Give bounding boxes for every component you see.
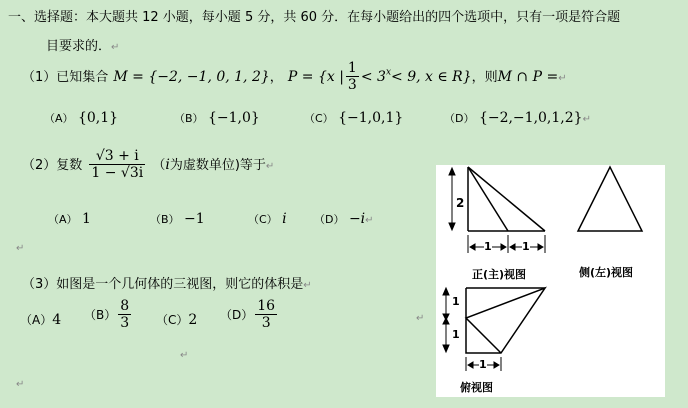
q1-option-a[interactable]: （A） {0,1} <box>44 110 119 126</box>
three-view-figure <box>436 165 665 397</box>
dim-topw: 1 <box>479 358 487 371</box>
question-3: （3）如图是一个几何体的三视图，则它的体积是↵ <box>22 277 312 292</box>
paragraph-mark: ↵ <box>180 350 189 361</box>
dim-top1: 1 <box>452 295 460 308</box>
three-view-drawing <box>436 165 665 397</box>
paragraph-mark: ↵ <box>16 243 25 254</box>
paragraph-mark: ↵ <box>416 313 425 324</box>
paragraph-mark: ↵ <box>16 379 25 390</box>
section-heading-cont: 目要求的．↵ <box>46 39 120 54</box>
q3-option-b[interactable]: （B） $\frac{8}{3}$ <box>84 298 130 331</box>
dim-w1: 1 <box>484 240 492 253</box>
arrow-head <box>449 223 455 230</box>
q3-option-a[interactable]: （A）4 <box>20 312 62 328</box>
front-view-label: 正(主)视图 <box>472 268 527 281</box>
q1-option-c[interactable]: （C） {−1,0,1} <box>304 110 404 126</box>
q2-option-c[interactable]: （C） i <box>248 211 287 227</box>
side-view-label: 侧(左)视图 <box>579 266 634 279</box>
side-view-triangle <box>578 167 642 231</box>
question-1: （1）已知集合 M = {−2, −1, 0, 1, 2}， P = {x | $\frac{1}{3}$ < $3^x< 9$, x ∈ R}，则M ∩ P =↵ <box>22 60 567 93</box>
question-2: （2）复数 $\frac{√3 + i}{1 - √3i}$ （i为虚数单位)等于↵ <box>22 148 275 181</box>
q3-option-d[interactable]: （D） $\frac{16}{3}$ <box>220 298 276 331</box>
q2-option-d[interactable]: （D） −i↵ <box>314 211 374 227</box>
dim-top2: 1 <box>452 328 460 341</box>
q1-option-b[interactable]: （B） {−1,0} <box>174 110 260 126</box>
top-view-edges <box>466 288 545 353</box>
top-view-label: 俯视图 <box>460 381 493 394</box>
front-view-edge <box>468 167 545 231</box>
set-m: M = {−2, −1, 0, 1, 2} <box>113 69 270 85</box>
q2-option-a[interactable]: （A） 1 <box>48 211 91 227</box>
dim-height: 2 <box>456 196 465 210</box>
q3-option-c[interactable]: （C）2 <box>156 312 198 328</box>
arrow-head <box>449 168 455 175</box>
section-heading: 一、选择题：本大题共 12 小题，每小题 5 分，共 60 分．在每小题给出的四个选项中，只有一项是符合题 <box>8 10 621 25</box>
q1-option-d[interactable]: （D） {−2,−1,0,1,2}↵ <box>444 110 591 126</box>
fraction: $\frac{√3 + i}{1 - √3i}$ <box>91 148 144 181</box>
front-view-edge <box>468 167 508 231</box>
q2-option-b[interactable]: （B） −1 <box>150 211 205 227</box>
dim-w2: 1 <box>522 240 530 253</box>
fraction: $\frac{1}{3}$ <box>347 60 357 93</box>
